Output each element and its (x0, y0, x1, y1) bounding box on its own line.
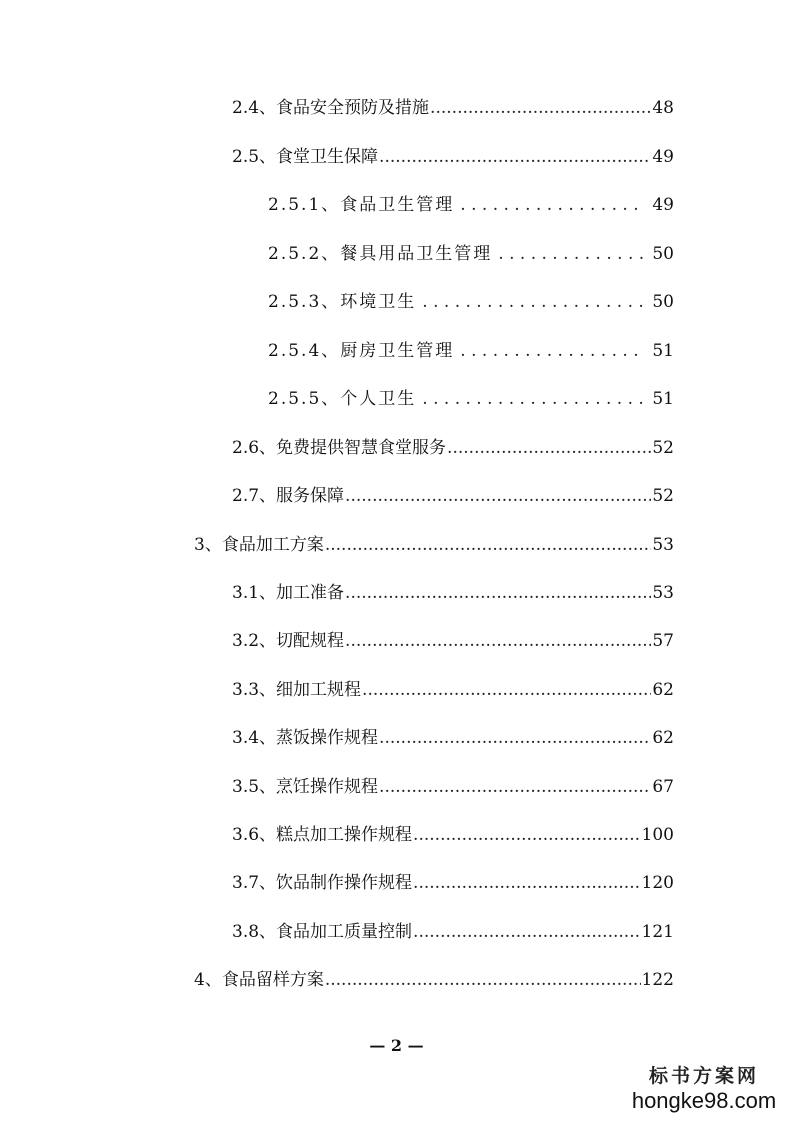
toc-entry-label: 3.7、饮品制作操作规程 (232, 873, 413, 893)
toc-entry[interactable] (232, 143, 674, 171)
dot-leader (379, 724, 651, 752)
toc-entry-label: 2.5.3、环境卫生 (268, 292, 417, 312)
dot-leader (422, 385, 644, 413)
toc-entry-label: 2.5.5、个人卫生 (268, 389, 417, 409)
dot-leader (447, 434, 651, 462)
dot-leader (413, 869, 641, 897)
toc-entry[interactable] (268, 240, 674, 268)
toc-entry[interactable] (268, 385, 674, 413)
toc-entry-page: 49 (652, 195, 674, 215)
toc-entry-page: 50 (652, 292, 674, 312)
dot-leader (345, 627, 651, 655)
toc-entry[interactable] (232, 434, 674, 462)
dot-leader (345, 482, 651, 510)
toc-entry-label: 3.2、切配规程 (232, 631, 345, 651)
toc-entry[interactable] (232, 482, 674, 510)
toc-entry[interactable] (268, 288, 674, 316)
toc-entry-label: 2.7、服务保障 (232, 486, 345, 506)
toc-entry-label: 2.5.4、厨房卫生管理 (268, 341, 455, 361)
toc-entry-label: 2.5、食堂卫生保障 (232, 147, 379, 167)
page-number: — 2 — (369, 1036, 424, 1055)
dot-leader (460, 337, 644, 365)
toc-entry-page: 52 (652, 486, 674, 506)
toc-entry-page: 67 (652, 777, 674, 797)
dot-leader (325, 966, 641, 994)
toc-entry-label: 2.4、食品安全预防及措施 (232, 98, 430, 118)
toc-entry-label: 3.1、加工准备 (232, 583, 345, 603)
toc-entry-page: 53 (652, 535, 674, 555)
toc-entry-label: 3.6、糕点加工操作规程 (232, 825, 413, 845)
toc-entry-label: 4、食品留样方案 (194, 970, 324, 990)
dot-leader (379, 773, 651, 801)
watermark-url: hongke98.com (631, 1088, 777, 1113)
dot-leader (345, 579, 651, 607)
toc-entry-page: 51 (652, 341, 674, 361)
toc-entry-page: 62 (652, 728, 674, 748)
dot-leader (379, 143, 651, 171)
dot-leader (422, 288, 644, 316)
toc-entry-page: 52 (652, 438, 674, 458)
dot-leader (413, 821, 641, 849)
toc-entry-page: 100 (641, 825, 674, 845)
toc-entry[interactable] (232, 579, 674, 607)
toc-entry-label: 2.6、免费提供智慧食堂服务 (232, 438, 447, 458)
toc-entry-page: 122 (641, 970, 674, 990)
toc-entry[interactable] (232, 773, 674, 801)
toc-entry-page: 48 (652, 98, 674, 118)
toc-entry[interactable] (194, 531, 674, 559)
toc-entry-page: 50 (652, 244, 674, 264)
toc-entry-label: 3.5、烹饪操作规程 (232, 777, 379, 797)
site-watermark (629, 1064, 779, 1114)
dot-leader (498, 240, 644, 268)
dot-leader (362, 676, 651, 704)
toc-entry[interactable] (194, 966, 674, 994)
toc-entry[interactable] (232, 627, 674, 655)
toc-entry[interactable] (232, 918, 674, 946)
dot-leader (460, 191, 644, 219)
toc-entry[interactable] (268, 191, 674, 219)
toc-entry[interactable] (232, 821, 674, 849)
toc-entry-page: 62 (652, 680, 674, 700)
toc-entry-page: 49 (652, 147, 674, 167)
toc-entry[interactable] (232, 724, 674, 752)
toc-entry-label: 3、食品加工方案 (194, 535, 324, 555)
watermark-name: 标书方案网 (648, 1065, 759, 1087)
dot-leader (430, 94, 651, 122)
toc-entry[interactable] (232, 676, 674, 704)
dot-leader (413, 918, 641, 946)
toc-entry-label: 3.3、细加工规程 (232, 680, 362, 700)
toc-entry[interactable] (268, 337, 674, 365)
toc-entry-label: 2.5.1、食品卫生管理 (268, 195, 455, 215)
toc-entry-label: 3.4、蒸饭操作规程 (232, 728, 379, 748)
toc-entry[interactable] (232, 94, 674, 122)
dot-leader (325, 531, 652, 559)
toc-entry-page: 53 (652, 583, 674, 603)
toc-entry-page: 121 (641, 922, 674, 942)
toc-entry-page: 51 (652, 389, 674, 409)
toc-entry-label: 2.5.2、餐具用品卫生管理 (268, 244, 493, 264)
toc-entry-label: 3.8、食品加工质量控制 (232, 922, 413, 942)
toc-entry-page: 120 (641, 873, 674, 893)
toc-entry[interactable] (232, 869, 674, 897)
toc-entry-page: 57 (652, 631, 674, 651)
